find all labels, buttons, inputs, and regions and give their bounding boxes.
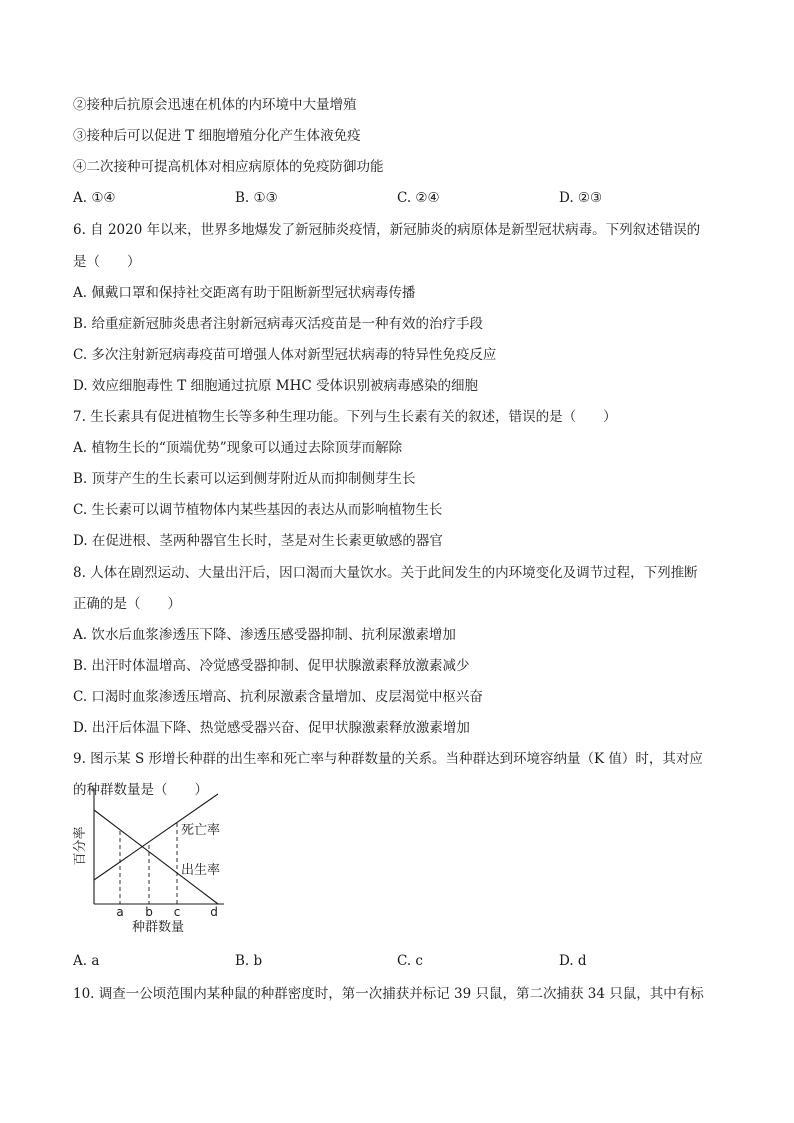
birth-rate-label: 出生率 bbox=[181, 863, 221, 878]
q9-options bbox=[73, 952, 633, 970]
q5-option-d: D. ②③ bbox=[559, 190, 603, 206]
q7-option-c: C. 生长素可以调节植物体内某些基因的表达从而影响植物生长 bbox=[73, 502, 443, 518]
q10-stem-line1: 10. 调查一公顷范围内某种鼠的种群密度时，第一次捕获并标记 39 只鼠，第二次捕获 34 只鼠，其中有标 bbox=[73, 986, 704, 1002]
tick-b: b bbox=[145, 905, 153, 919]
q7-option-a: A. 植物生长的“顶端优势”现象可以通过去除顶芽而解除 bbox=[73, 440, 403, 456]
q5-item-4: ④二次接种可提高机体对相应病原体的免疫防御功能 bbox=[73, 159, 384, 175]
q8-option-c: C. 口渴时血浆渗透压增高、抗利尿激素含量增加、皮层渴觉中枢兴奋 bbox=[73, 689, 483, 705]
q5-item-3: ③接种后可以促进 T 细胞增殖分化产生体液免疫 bbox=[73, 128, 361, 144]
tick-a: a bbox=[116, 905, 124, 919]
q8-stem-line2: 正确的是（ ） bbox=[73, 596, 181, 612]
q5-option-a: A. ①④ bbox=[73, 190, 116, 206]
q9-option-b: B. b bbox=[235, 953, 263, 969]
x-axis-label: 种群数量 bbox=[131, 920, 185, 935]
birth-death-rate-figure bbox=[72, 782, 242, 940]
q6-option-b: B. 给重症新冠肺炎患者注射新冠病毒灭活疫苗是一种有效的治疗手段 bbox=[73, 316, 484, 332]
q5-options bbox=[73, 189, 633, 207]
q6-option-d: D. 效应细胞毒性 T 细胞通过抗原 MHC 受体识别被病毒感染的细胞 bbox=[73, 378, 479, 394]
q9-stem-line1: 9. 图示某 S 形增长种群的出生率和死亡率与种群数量的关系。当种群达到环境容纳量（K 值）时，其对应 bbox=[73, 751, 703, 767]
q5-option-b: B. ①③ bbox=[235, 190, 278, 206]
q5-option-c: C. ②④ bbox=[397, 190, 440, 206]
q8-option-b: B. 出汗时体温增高、冷觉感受器抑制、促甲状腺激素释放激素减少 bbox=[73, 658, 470, 674]
q8-option-a: A. 饮水后血浆渗透压下降、渗透压感受器抑制、抗利尿激素增加 bbox=[73, 627, 456, 643]
q6-stem-line1: 6. 自 2020 年以来，世界多地爆发了新冠肺炎疫情，新冠肺炎的病原体是新型冠状病毒。下列叙述错误的 bbox=[73, 222, 701, 238]
y-axis-label: 百分率 bbox=[73, 826, 88, 866]
q6-stem-line2: 是（ ） bbox=[73, 254, 141, 270]
q7-option-b: B. 顶芽产生的生长素可以运到侧芽附近从而抑制侧芽生长 bbox=[73, 471, 416, 487]
death-rate-label: 死亡率 bbox=[181, 823, 221, 838]
tick-d: d bbox=[210, 905, 218, 919]
q5-item-2: ②接种后抗原会迅速在机体的内环境中大量增殖 bbox=[73, 97, 357, 113]
q9-option-d: D. d bbox=[559, 953, 587, 969]
q9-stem-line2: 的种群数量是（ ） bbox=[73, 782, 208, 798]
q9-option-a: A. a bbox=[73, 953, 100, 969]
q9-option-c: C. c bbox=[397, 953, 423, 969]
q8-option-d: D. 出汗后体温下降、热觉感受器兴奋、促甲状腺激素释放激素增加 bbox=[73, 720, 470, 736]
q7-option-d: D. 在促进根、茎两种器官生长时，茎是对生长素更敏感的器官 bbox=[73, 533, 443, 549]
q6-option-a: A. 佩戴口罩和保持社交距离有助于阻断新型冠状病毒传播 bbox=[73, 285, 416, 301]
tick-c: c bbox=[173, 905, 181, 919]
q6-option-c: C. 多次注射新冠病毒疫苗可增强人体对新型冠状病毒的特异性免疫反应 bbox=[73, 347, 497, 363]
q7-stem: 7. 生长素具有促进植物生长等多种生理功能。下列与生长素有关的叙述，错误的是（ ） bbox=[73, 409, 617, 425]
q8-stem-line1: 8. 人体在剧烈运动、大量出汗后，因口渴而大量饮水。关于此间发生的内环境变化及调节过程，下列推断 bbox=[73, 565, 698, 581]
